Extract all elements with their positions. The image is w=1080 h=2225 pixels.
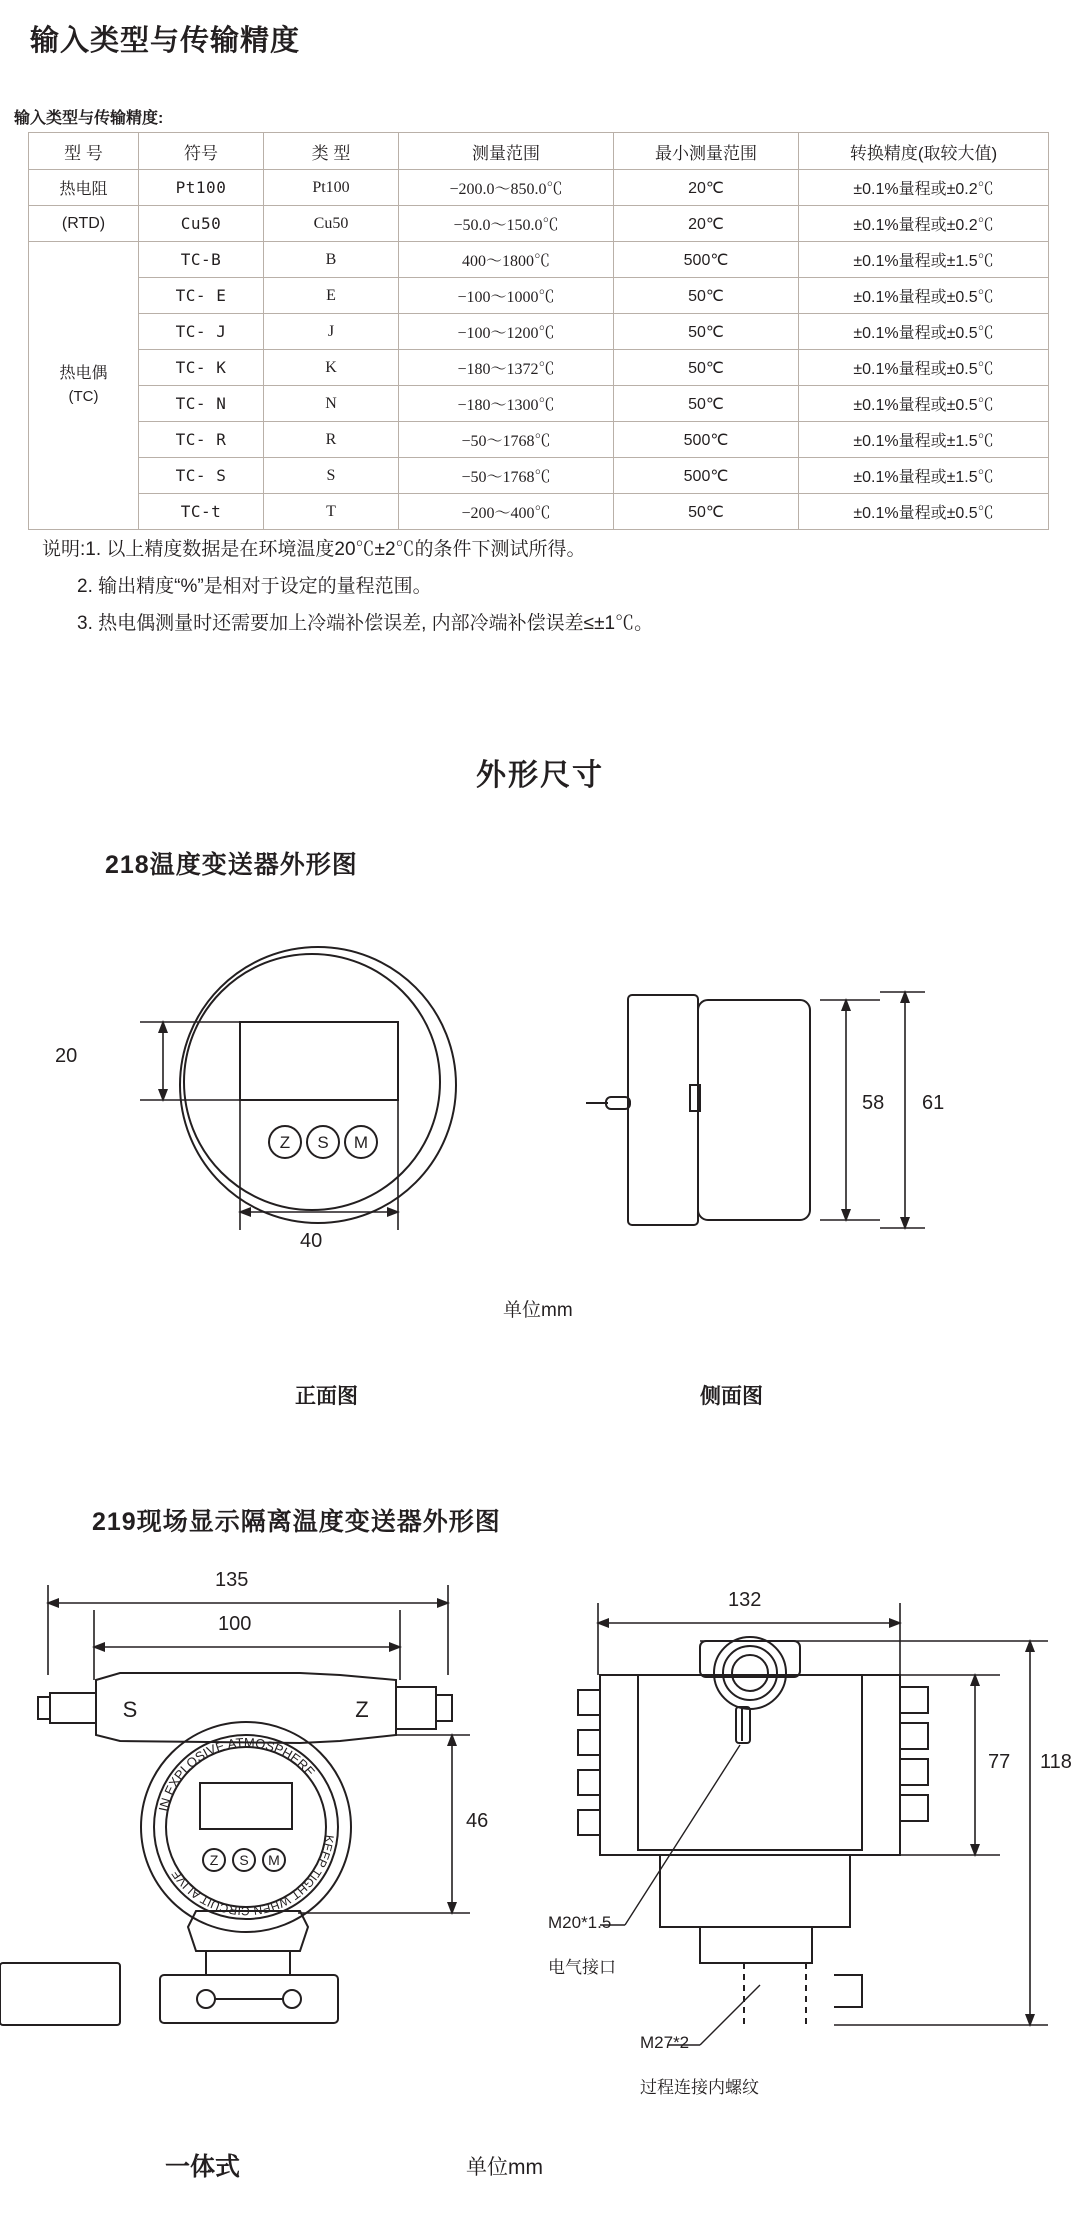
cell-accuracy: ±0.1%量程或±1.5℃	[799, 458, 1049, 494]
cell-min-range: 50℃	[614, 350, 799, 386]
unit-label-218: 单位mm	[503, 1300, 573, 1321]
dim-label-118: 118	[1040, 1751, 1072, 1773]
cell-min-range: 500℃	[614, 242, 799, 278]
cell-range: −200.0～850.0℃	[399, 170, 614, 206]
note-item: 3. 热电偶测量时还需要加上冷端补偿误差, 内部冷端补偿误差≤±1℃。	[77, 613, 654, 634]
cell-symbol: TC- R	[139, 422, 264, 458]
cell-range: −100～1200℃	[399, 314, 614, 350]
cell-type: Pt100	[264, 170, 399, 206]
table-row	[29, 494, 1049, 530]
electrical-interface-label: 电气接口	[548, 1958, 616, 1977]
th-min-range: 最小测量范围	[614, 133, 799, 170]
svg-text:KEEP TIGHT WHEN CIRCUIT ALIVE: KEEP TIGHT WHEN CIRCUIT ALIVE	[168, 1834, 337, 1919]
th-accuracy: 转换精度(取较大值)	[799, 133, 1049, 170]
cell-range: −180～1300℃	[399, 386, 614, 422]
spec-table	[28, 132, 1048, 530]
svg-text:Z: Z	[279, 1133, 291, 1152]
svg-text:S: S	[317, 1133, 329, 1152]
cell-symbol: TC- N	[139, 386, 264, 422]
table-header-row	[29, 133, 1049, 170]
svg-text:S: S	[122, 1697, 138, 1722]
thread-label-m27: M27*2	[640, 2033, 690, 2052]
cell-accuracy: ±0.1%量程或±0.5℃	[799, 278, 1049, 314]
dim-label-58: 58	[862, 1092, 885, 1114]
cell-symbol: TC- S	[139, 458, 264, 494]
svg-text:S: S	[239, 1852, 249, 1868]
cell-symbol: TC-t	[139, 494, 264, 530]
group-label-tc-line1: 热电偶	[59, 365, 108, 383]
cell-range: −50.0～150.0℃	[399, 206, 614, 242]
table-row	[29, 242, 1049, 278]
caption-side-view: 侧面图	[700, 1385, 763, 1408]
svg-text:IN EXPLOSIVE ATMOSPHERE: IN EXPLOSIVE ATMOSPHERE	[155, 1734, 319, 1813]
cell-type: E	[264, 278, 399, 314]
cell-range: −50～1768℃	[399, 422, 614, 458]
cell-accuracy: ±0.1%量程或±0.5℃	[799, 350, 1049, 386]
svg-text:M: M	[268, 1852, 280, 1868]
cell-type: N	[264, 386, 399, 422]
caption-integrated: 一体式	[165, 2153, 241, 2181]
cell-accuracy: ±0.1%量程或±1.5℃	[799, 422, 1049, 458]
cell-range: −200～400℃	[399, 494, 614, 530]
cell-range: −180～1372℃	[399, 350, 614, 386]
page-title: 输入类型与传输精度	[30, 25, 301, 57]
cell-range: −50～1768℃	[399, 458, 614, 494]
table-row	[29, 350, 1049, 386]
group-label-tc	[29, 242, 139, 530]
cell-accuracy: ±0.1%量程或±0.5℃	[799, 494, 1049, 530]
unit-label-219: 单位mm	[466, 2156, 543, 2179]
cell-symbol: TC- J	[139, 314, 264, 350]
th-model: 型 号	[29, 133, 139, 170]
dim-label-61: 61	[922, 1092, 945, 1114]
group-label-tc-line2: (TC)	[68, 388, 99, 406]
cell-type: R	[264, 422, 399, 458]
note-item: 说明:1. 以上精度数据是在环境温度20℃±2℃的条件下测试所得。	[42, 539, 586, 560]
drawing-219	[0, 1555, 1080, 2225]
note-item: 2. 输出精度“%”是相对于设定的量程范围。	[77, 576, 432, 597]
cell-min-range: 50℃	[614, 494, 799, 530]
cell-min-range: 50℃	[614, 386, 799, 422]
dim-label-46: 46	[466, 1810, 489, 1832]
table-row	[29, 422, 1049, 458]
cell-min-range: 500℃	[614, 458, 799, 494]
cell-symbol: TC- E	[139, 278, 264, 314]
th-symbol: 符号	[139, 133, 264, 170]
cell-type: K	[264, 350, 399, 386]
cell-min-range: 500℃	[614, 422, 799, 458]
table-row	[29, 206, 1049, 242]
cell-type: Cu50	[264, 206, 399, 242]
cell-symbol: TC- K	[139, 350, 264, 386]
svg-text:M: M	[353, 1133, 369, 1152]
notes-block	[42, 540, 653, 651]
dim-label-100: 100	[218, 1613, 252, 1635]
drawing-218	[0, 880, 1080, 1440]
dim-label-height-20: 20	[55, 1045, 78, 1067]
dim-label-width-40: 40	[300, 1230, 323, 1252]
group-label-rtd-sub: (RTD)	[29, 206, 139, 242]
cell-range: −100～1000℃	[399, 278, 614, 314]
dim-label-132: 132	[728, 1589, 762, 1611]
table-caption: 输入类型与传输精度:	[14, 110, 164, 127]
table-row	[29, 278, 1049, 314]
cell-accuracy: ±0.1%量程或±0.2℃	[799, 206, 1049, 242]
cell-symbol: TC-B	[139, 242, 264, 278]
cell-accuracy: ±0.1%量程或±1.5℃	[799, 242, 1049, 278]
cell-accuracy: ±0.1%量程或±0.5℃	[799, 386, 1049, 422]
cell-type: T	[264, 494, 399, 530]
cell-min-range: 20℃	[614, 170, 799, 206]
cell-accuracy: ±0.1%量程或±0.5℃	[799, 314, 1049, 350]
drawing-218-subtitle: 218温度变送器外形图	[105, 851, 358, 879]
cell-accuracy: ±0.1%量程或±0.2℃	[799, 170, 1049, 206]
dimensions-title: 外形尺寸	[476, 759, 604, 792]
svg-text:Z: Z	[355, 1697, 369, 1722]
table-row	[29, 458, 1049, 494]
table-row	[29, 314, 1049, 350]
cell-min-range: 50℃	[614, 314, 799, 350]
drawing-219-subtitle: 219现场显示隔离温度变送器外形图	[92, 1508, 501, 1536]
caption-front-view: 正面图	[295, 1385, 358, 1408]
th-range: 测量范围	[399, 133, 614, 170]
dim-label-77: 77	[988, 1751, 1011, 1773]
cell-type: S	[264, 458, 399, 494]
table-row	[29, 170, 1049, 206]
dim-label-135: 135	[215, 1569, 249, 1591]
cell-symbol: Pt100	[139, 170, 264, 206]
cell-range: 400～1800℃	[399, 242, 614, 278]
cell-min-range: 50℃	[614, 278, 799, 314]
table-row	[29, 386, 1049, 422]
cell-min-range: 20℃	[614, 206, 799, 242]
cell-symbol: Cu50	[139, 206, 264, 242]
cell-type: B	[264, 242, 399, 278]
svg-text:Z: Z	[209, 1852, 219, 1868]
process-connection-label: 过程连接内螺纹	[640, 2078, 759, 2097]
group-label-rtd: 热电阻	[29, 170, 139, 206]
cell-type: J	[264, 314, 399, 350]
thread-label-m20: M20*1.5	[548, 1913, 612, 1932]
th-type: 类 型	[264, 133, 399, 170]
